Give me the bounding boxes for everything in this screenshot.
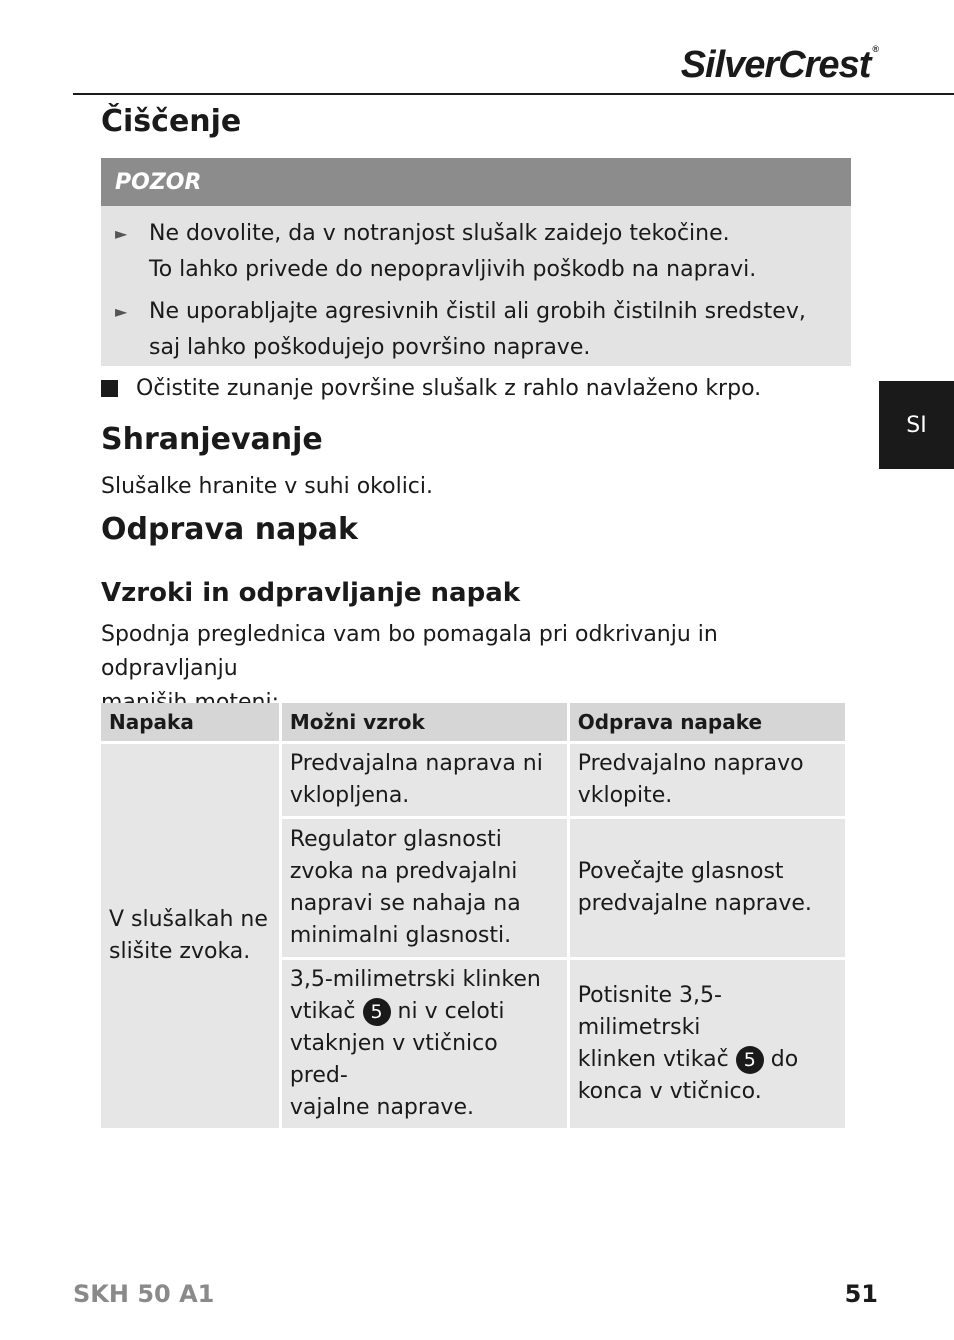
brand-logo: SilverCrest ®	[680, 44, 878, 86]
table-header-row	[101, 703, 845, 741]
footer-model: SKH 50 A1	[73, 1280, 215, 1308]
column-header: Napaka	[101, 703, 279, 741]
part-number-badge: 5	[736, 1046, 764, 1074]
storage-text: Slušalke hranite v suhi okolici.	[101, 474, 434, 499]
remedy-cell: Predvajalno napravo vklopite.	[570, 744, 845, 816]
part-number-badge: 5	[363, 998, 391, 1026]
troubleshooting-subtitle: Vzroki in odpravljanje napak	[101, 578, 521, 608]
troubleshooting-title: Odprava napak	[101, 512, 359, 547]
header-rule	[73, 93, 954, 95]
fault-cell: V slušalkah ne slišite zvoka.	[101, 744, 279, 1128]
remedy-cell: Potisnite 3,5-milimetrski klinken vtikač 5 do konca v vtičnico.	[570, 960, 845, 1128]
table-row	[101, 744, 845, 816]
cause-cell: Regulator glasnosti zvoka na predvajalni napravi se nahaja na minimalni glasnosti.	[282, 819, 567, 957]
cleaning-title: Čiščenje	[101, 104, 242, 139]
square-bullet-icon	[101, 380, 118, 397]
arrow-right-icon: ►	[115, 224, 128, 243]
warning-box	[101, 206, 851, 366]
cause-cell: Predvajalna naprava ni vklopljena.	[282, 744, 567, 816]
cause-cell: 3,5-milimetrski klinken vtikač 5 ni v celoti vtaknjen v vtičnico pred- vajalne naprave.	[282, 960, 567, 1128]
page-number: 51	[844, 1280, 878, 1308]
troubleshooting-intro: Spodnja preglednica vam bo pomagala pri odkrivanju in odpravljanju	[101, 622, 718, 681]
troubleshooting-table	[98, 700, 848, 1131]
storage-title: Shranjevanje	[101, 422, 323, 457]
column-header: Odprava napake	[570, 703, 845, 741]
language-tab: SI	[879, 381, 954, 469]
warning-label: POZOR	[101, 158, 851, 206]
warning-item: ► Ne dovolite, da v notranjost slušalk zaidejo tekočine. To lahko privede do nepopravljivih poškodb na napravi.	[115, 216, 831, 288]
column-header: Možni vzrok	[282, 703, 567, 741]
arrow-right-icon: ►	[115, 302, 128, 321]
warning-item: ► Ne uporabljajte agresivnih čistil ali grobih čistilnih sredstev, saj lahko poškodujejo površino naprave.	[115, 294, 831, 366]
remedy-cell: Povečajte glasnost predvajalne naprave.	[570, 819, 845, 957]
cleaning-instruction: Očistite zunanje površine slušalk z rahlo navlaženo krpo.	[101, 376, 761, 401]
